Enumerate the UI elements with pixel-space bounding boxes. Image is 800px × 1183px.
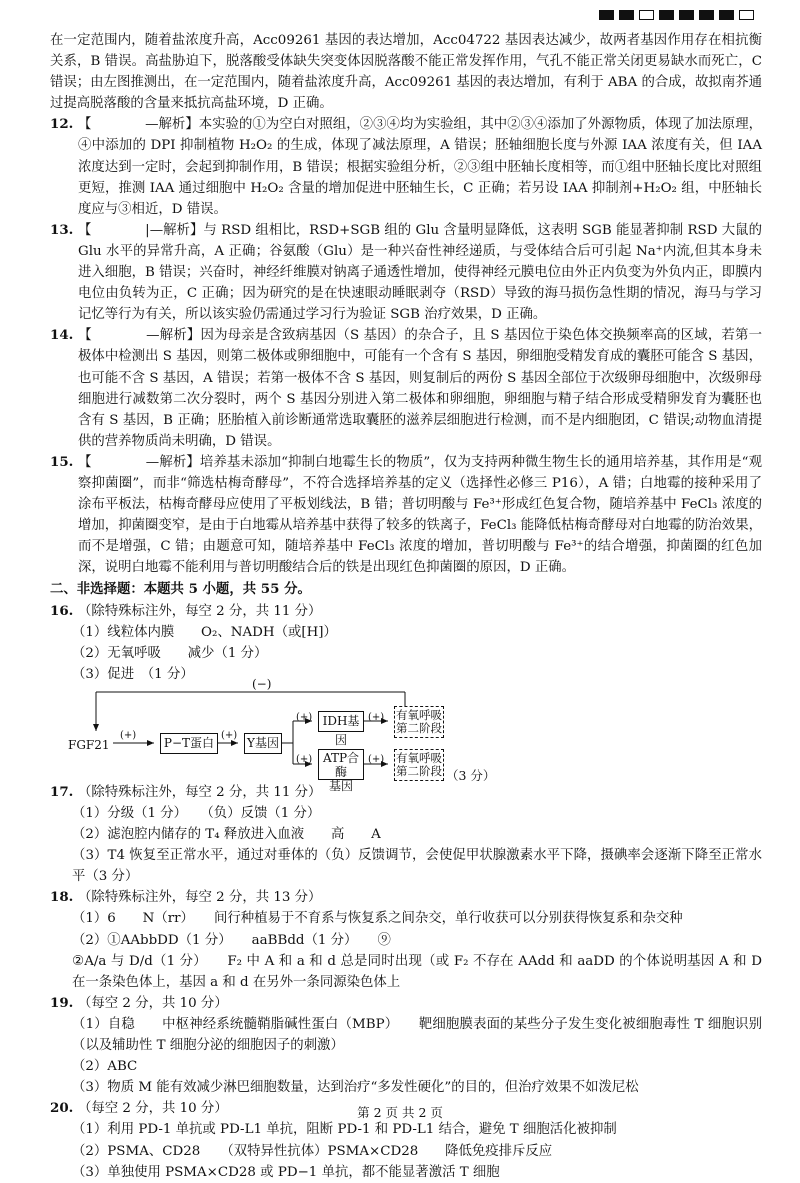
answer-19-scoring: （每空 2 分，共 10 分） [78, 995, 228, 1011]
answer-18-part2: （2）①AAbbDD（1 分） aaBBdd（1 分） ⑨ [72, 932, 391, 948]
answer-19-part2: （2）ABC [72, 1059, 138, 1075]
answer-12-number: 12. [50, 116, 74, 133]
answer-16-number: 16. [50, 602, 74, 619]
answer-15 [50, 452, 762, 579]
plus-sign-6: (+) [368, 753, 385, 765]
section-heading: 二、非选择题：本题共 5 小题，共 55 分。 [50, 581, 311, 598]
answer-15-number: 15. [50, 453, 74, 470]
idh-gene-box: IDH基因 [318, 711, 364, 732]
answer-16-part3: （3）促进 （1 分） [72, 666, 194, 682]
answer-13-text: 【 |—解析】与 RSD 组相比，RSD+SGB 组的 Glu 含量明显降低，这表明 SGB 能显著抑制 RSD 大鼠的 Glu 水平的异常升高，A 正确；谷氨酸（Glu）是一种兴奋性神经递质，与受体结合后可引起 Na⁺内流,但其本身未进入细胞，B 错误；兴奋时，神经纤维膜对钠离子通透性增加，使得神经元膜电位由外正内负变为外负内正，即膜内电位由负转为正，C 正确；因为研究的是在快速眼动睡眠剥夺（RSD）导致的海马损伤急性期的情况，海马与学习记忆等行为有关，所以该实验仍需通过学习行为验证 SGB 治疗效果，D 正确。 [78, 222, 762, 323]
fgf21-label: FGF21 [68, 737, 110, 752]
atp-synthase-gene-box [318, 749, 364, 793]
answer-13-number: 13. [50, 221, 74, 238]
answer-20-part3: （3）单独使用 PSMA×CD28 或 PD−1 单抗，都不能显著激活 T 细胞 [72, 1164, 500, 1180]
aerobic-box2-line1: 有氧呼吸 [396, 750, 442, 765]
answer-18-scoring: （除特殊标注外，每空 2 分，共 13 分） [78, 890, 322, 906]
answer-19-part1: （1）自稳 中枢神经系统髓鞘脂碱性蛋白（MBP） 靶细胞膜表面的某些分子发生变化被细胞毒性 T 细胞识别（以及辅助性 T 细胞分泌的细胞因子的刺激） [72, 1016, 762, 1054]
aerobic-stage2-box-1 [394, 706, 444, 738]
answer-16-part2: （2）无氧呼吸 减少（1 分） [72, 645, 268, 661]
answer-17-number: 17. [50, 783, 74, 800]
corner-mark-5 [679, 10, 694, 20]
y-gene-box: Y基因 [244, 733, 282, 754]
diagram-score: （3 分） [446, 767, 496, 783]
aerobic-stage2-box-2 [394, 749, 444, 781]
answer-20-part2: （2）PSMA、CD28 （双特异性抗体）PSMA×CD28 降低免疫排斥反应 [72, 1143, 553, 1159]
page-footer: 第 2 页 共 2 页 [357, 1105, 443, 1120]
answer-18-part1: （1）6 N（rr） 间行种植易于不育系与恢复系之间杂交，单行收获可以分别获得恢复系和杂交种 [72, 911, 683, 927]
answer-16-header [50, 601, 762, 622]
answer-13 [50, 220, 762, 325]
answer-20-part1: （1）利用 PD-1 单抗或 PD-L1 单抗，阻断 PD-1 和 PD-L1 结合，避免 T 细胞活化被抑制 [72, 1122, 617, 1138]
answer-15-text: 【 —解析】培养基未添加“抑制白地霉生长的物质”，仅为支持两种微生物生长的通用培养基，其作用是“观察抑菌圈”，而非“筛选枯梅奇酵母”，不符合选择培养基的定义（选择性必修三 P16），A 错；白地霉的接种采用了涂布平板法，枯梅奇酵母应使用了平板划线法，B 错；普切明酸与 Fe³⁺形成红色复合物，随培养基中 FeCl₃ 浓度的增加，抑菌圈变窄，是由于白地霉从培养基中获得了较多的铁离子，FeCl₃ 能降低枯梅奇酵母对白地霉的防治效果，而不是增强，C 错；由题意可知，随培养基中 FeCl₃ 浓度的增加，普切明酸与 Fe³⁺的结合增强，抑菌圈的红色加深，说明白地霉不能利用与普切明酸结合后的铁是出现红色抑菌圈的原因，D 正确。 [78, 454, 762, 576]
answer-14-number: 14. [50, 327, 74, 344]
aerobic-box2-line2: 第二阶段 [396, 763, 442, 778]
answer-19-number: 19. [50, 994, 74, 1011]
answer-17-header [50, 782, 762, 803]
corner-mark-8 [739, 10, 754, 20]
corner-mark-2 [619, 10, 634, 20]
answer-14 [50, 325, 762, 452]
answer-12 [50, 114, 762, 219]
answer-17-part3: （3）T4 恢复至正常水平，通过对垂体的（负）反馈调节，会使促甲状腺激素水平下降，摄碘率会逐渐下降至正常水平（3 分） [72, 848, 762, 885]
corner-marks [599, 10, 754, 20]
answer-19-part3: （3）物质 M 能有效减少淋巴细胞数量，达到治疗“多发性硬化”的目的，但治疗效果不如泼尼松 [72, 1080, 639, 1096]
answer-17-scoring: （除特殊标注外，每空 2 分，共 11 分） [78, 784, 322, 800]
aerobic-box1-line2: 第二阶段 [396, 720, 442, 735]
corner-mark-3 [639, 10, 654, 20]
answer-17-part1: （1）分级（1 分） （负）反馈（1 分） [72, 806, 321, 821]
plus-sign-3: (+) [296, 711, 313, 723]
intro-paragraph: 在一定范围内，随着盐浓度升高，Acc09261 基因的表达增加，Acc04722 基因表达减少，故两者基因作用存在相抗衡关系，B 错误。高盐胁迫下，脱落酸受体缺失突变体因脱落酸不能正常发挥作用，气孔不能正常关闭更易缺水而死亡，C 错误；由左图推测出，在一定范围内，随着盐浓度升高，Acc09261 基因的表达增加，有利于 ABA 的合成，故拟南芥通过提高脱落酸的含量来抵抗高盐环境，D 正确。 [50, 33, 762, 112]
answer-20-scoring: （每空 2 分，共 10 分） [78, 1101, 228, 1117]
answer-14-text: 【 —解析】因为母亲是含致病基因（S 基因）的杂合子，且 S 基因位于染色体交换频率高的区域，若第一极体中检测出 S 基因，则第二极体或卵细胞中，可能有一个含有 S 基因，卵细胞受精发育成的囊胚可能含 S 基因，也可能不含 S 基因，A 错误；若第一极体不含 S 基因，则复制后的两份 S 基因全部位于次级卵母细胞中，次级卵母细胞进行减数第二次分裂时，两个 S 基因分别进入第二极体和卵细胞，卵细胞与精子结合形成受精卵发育为囊胚也含有 S 基因，B 正确；胚胎植入前诊断通常选取囊胚的滋养层细胞进行检测，而不是内细胞团，C 错误;动物血清提供的营养物质尚未明确，D 错误。 [78, 328, 762, 449]
plus-sign-5: (+) [368, 711, 385, 723]
answer-18-header [50, 887, 762, 908]
aerobic-box1-line1: 有氧呼吸 [396, 707, 442, 722]
answer-18-number: 18. [50, 889, 74, 906]
pt-protein-box: P−T蛋白 [160, 733, 218, 754]
corner-mark-4 [659, 10, 674, 20]
answer-18-part3: ②A/a 与 D/d（1 分） F₂ 中 A 和 a 和 d 总是同时出现（或 F₂ 不存在 AAdd 和 aaDD 的个体说明基因 A 和 D 在一条染色体上，基因 a 和 d 在另外一条同源染色体上 [72, 953, 762, 990]
answer-19-header [50, 993, 762, 1014]
corner-mark-6 [699, 10, 714, 20]
negative-feedback-sign: (−) [252, 676, 272, 691]
answer-20-number: 20. [50, 1100, 74, 1117]
answer-12-text: 【 —解析】本实验的①为空白对照组，②③④均为实验组，其中②③④添加了外源物质，体现了加法原理，④中添加的 DPI 抑制植物 H₂O₂ 的生成，体现了减法原理，A 错误；胚轴细胞长度与外源 IAA 浓度有关，但 IAA 浓度达到一定时，会起到抑制作用，B 错误；根据实验组分析，②③组中胚轴长度相等，而①组中胚轴长度比对照组更短，推测 IAA 通过细胞中 H₂O₂ 含量的增加促进中胚轴生长，C 正确；若另设 IAA 抑制剂+H₂O₂ 组，中胚轴长度应与③相近，D 错误。 [78, 117, 762, 217]
page-content [50, 30, 762, 1183]
atp-synthase-line2: 基因 [328, 778, 353, 793]
corner-mark-1 [599, 10, 614, 20]
plus-sign-1: (+) [120, 729, 137, 741]
plus-sign-4: (+) [296, 753, 313, 765]
answer-16-scoring: （除特殊标注外，每空 2 分，共 11 分） [78, 603, 322, 619]
plus-sign-2: (+) [221, 729, 238, 741]
answer-16-part1: （1）线粒体内膜 O₂、NADH（或[H]） [72, 624, 337, 640]
corner-mark-7 [719, 10, 734, 20]
answer-17-part2: （2）滤泡腔内储存的 T₄ 释放进入血液 高 A [72, 827, 381, 843]
atp-synthase-line1: ATP合酶 [322, 750, 360, 779]
